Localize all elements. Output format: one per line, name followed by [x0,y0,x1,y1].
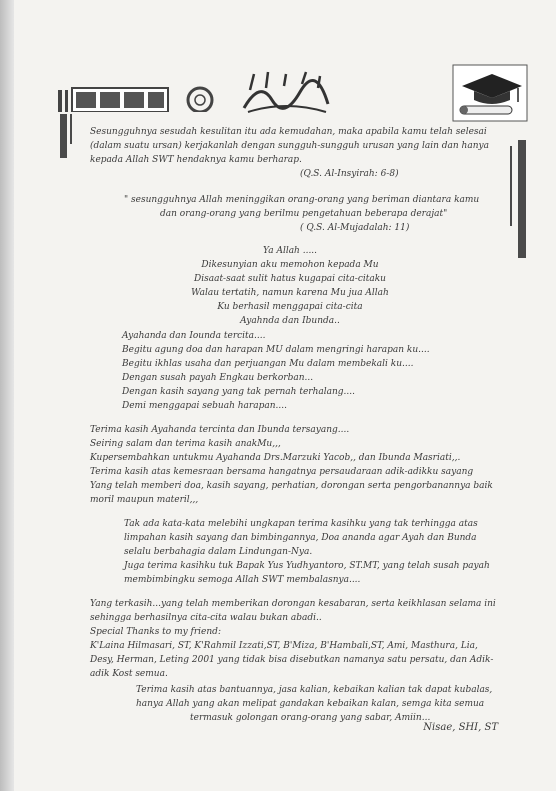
poem-left-line-6: Demi menggapai sebuah harapan.... [122,401,287,411]
verse1-line-2: (dalam suatu ursan) kerjakanlah dengan sungguh-sungguh urusan yang lain dan hanya [90,141,489,151]
verse2-reference: ( Q.S. Al-Mujadalah: 11) [300,223,410,233]
frame-bar-left [60,114,67,158]
signature: Nisae, SHI, ST [423,722,498,733]
thanks4-line-3: Special Thanks to my friend: [90,627,221,637]
thanks1-line-6: moril maupun materil,,, [90,495,199,505]
bismillah-calligraphy-icon [240,70,332,116]
thanks3-line-2: membimbingku semoga Allah SWT membalasnya.... [124,575,361,585]
thanks1-line-2: Seiring salam dan terima kasih anakMu,,, [90,439,281,449]
thanks5-line-1: Terima kasih atas bantuannya, jasa kalian, kebaikan kalian tak dapat kubalas, [136,685,493,695]
poem-line-6: Ayahnda dan Ibunda.. [240,316,340,326]
thanks1-line-1: Terima kasih Ayahanda tercinta dan Ibunda tersayang.... [90,425,350,435]
thanks5-line-3: termasuk golongan orang-orang yang sabar, Amiin... [190,713,431,723]
verse1-line-3: kepada Allah SWT hendaknya kamu berharap. [90,155,302,165]
poem-line-1: Ya Allah ..... [262,246,318,256]
binding-strip [0,0,14,791]
thanks1-line-4: Terima kasih atas kemesraan bersama hangatnya persaudaraan adik-adikku sayang [90,467,474,477]
poem-line-5: Ku berhasil menggapai cita-cita [217,302,363,312]
poem-left-line-4: Dengan susah payah Engkau berkorban... [122,373,314,383]
thanks4-line-2: sehingga berhasilnya cita-cita walau bukan abadi.. [90,613,322,623]
poem-line-2: Dikesunyian aku memohon kepada Mu [201,260,379,270]
poem-left-line-2: Begitu agung doa dan harapan MU dalam mengringi harapan ku.... [122,345,430,355]
thanks2-line-3: selalu berbahagia dalam Lindungan-Nya. [124,547,313,557]
thanks4-line-5: Desy, Herman, Leting 2001 yang tidak bisa disebutkan namanya satu persatu, dan Adik- [90,655,494,665]
thanks4-line-1: Yang terkasih...yang telah memberikan dorongan kesabaran, serta keikhlasan selama ini [90,599,496,609]
thanks5-line-2: hanya Allah yang akan melipat gandakan kebaikan kalan, semga kita semua [136,699,485,709]
verse2-line-1: " sesungguhnya Allah meninggikan orang-orang yang beriman diantara kamu [124,195,480,205]
thanks1-line-5: Yang telah memberi doa, kasih sayang, perhatian, dorongan serta pengorbanannya baik [90,481,493,491]
poem-left-line-5: Dengan kasih sayang yang tak pernah terhalang.... [122,387,355,397]
thanks2-line-1: Tak ada kata-kata melebihi ungkapan terima kasihku yang tak terhingga atas [124,519,478,529]
thanks4-line-4: K'Laina Hilmasari, ST, K'Rahmil Izzati,ST, B'Miza, B'Hambali,ST, Ami, Masthura, Lia, [90,641,478,651]
thanks3-line-1: Juga terima kasihku tuk Bapak Yus Yudhyantoro, ST.MT, yang telah susah payah [124,561,490,571]
poem-line-3: Disaat-saat sulit hatus kugapai cita-citaku [194,274,386,284]
verse1-line-1: Sesungguhnya sesudah kesulitan itu ada kemudahan, maka apabila kamu telah selesai [90,127,487,137]
frame-bar-right [518,140,526,258]
poem-left-line-1: Ayahanda dan Iounda tercita.... [122,331,266,341]
verse1-reference: (Q.S. Al-Insyirah: 6-8) [300,169,399,179]
frame-bar-right-thin [510,146,512,226]
thanks2-line-2: limpahan kasih sayang dan bimbingannya, Doa ananda agar Ayah dan Bunda [124,533,477,543]
thanks4-line-6: adik Kost semua. [90,669,168,679]
verse2-line-2: dan orang-orang yang berilmu pengetahuan beberapa derajat" [160,209,448,219]
graduation-cap-icon [452,64,528,122]
poem-line-4: Walau tertatih, namun karena Mu jua Allah [191,288,389,298]
ornament-bar-icon [58,86,228,112]
poem-left-line-3: Begitu ikhlas usaha dan perjuangan Mu dalam membekali ku.... [122,359,414,369]
thanks1-line-3: Kupersembahkan untukmu Ayahanda Drs.Marzuki Yacob,, dan Ibunda Masriati,,. [90,453,461,463]
frame-bar-left-thin [70,114,72,144]
